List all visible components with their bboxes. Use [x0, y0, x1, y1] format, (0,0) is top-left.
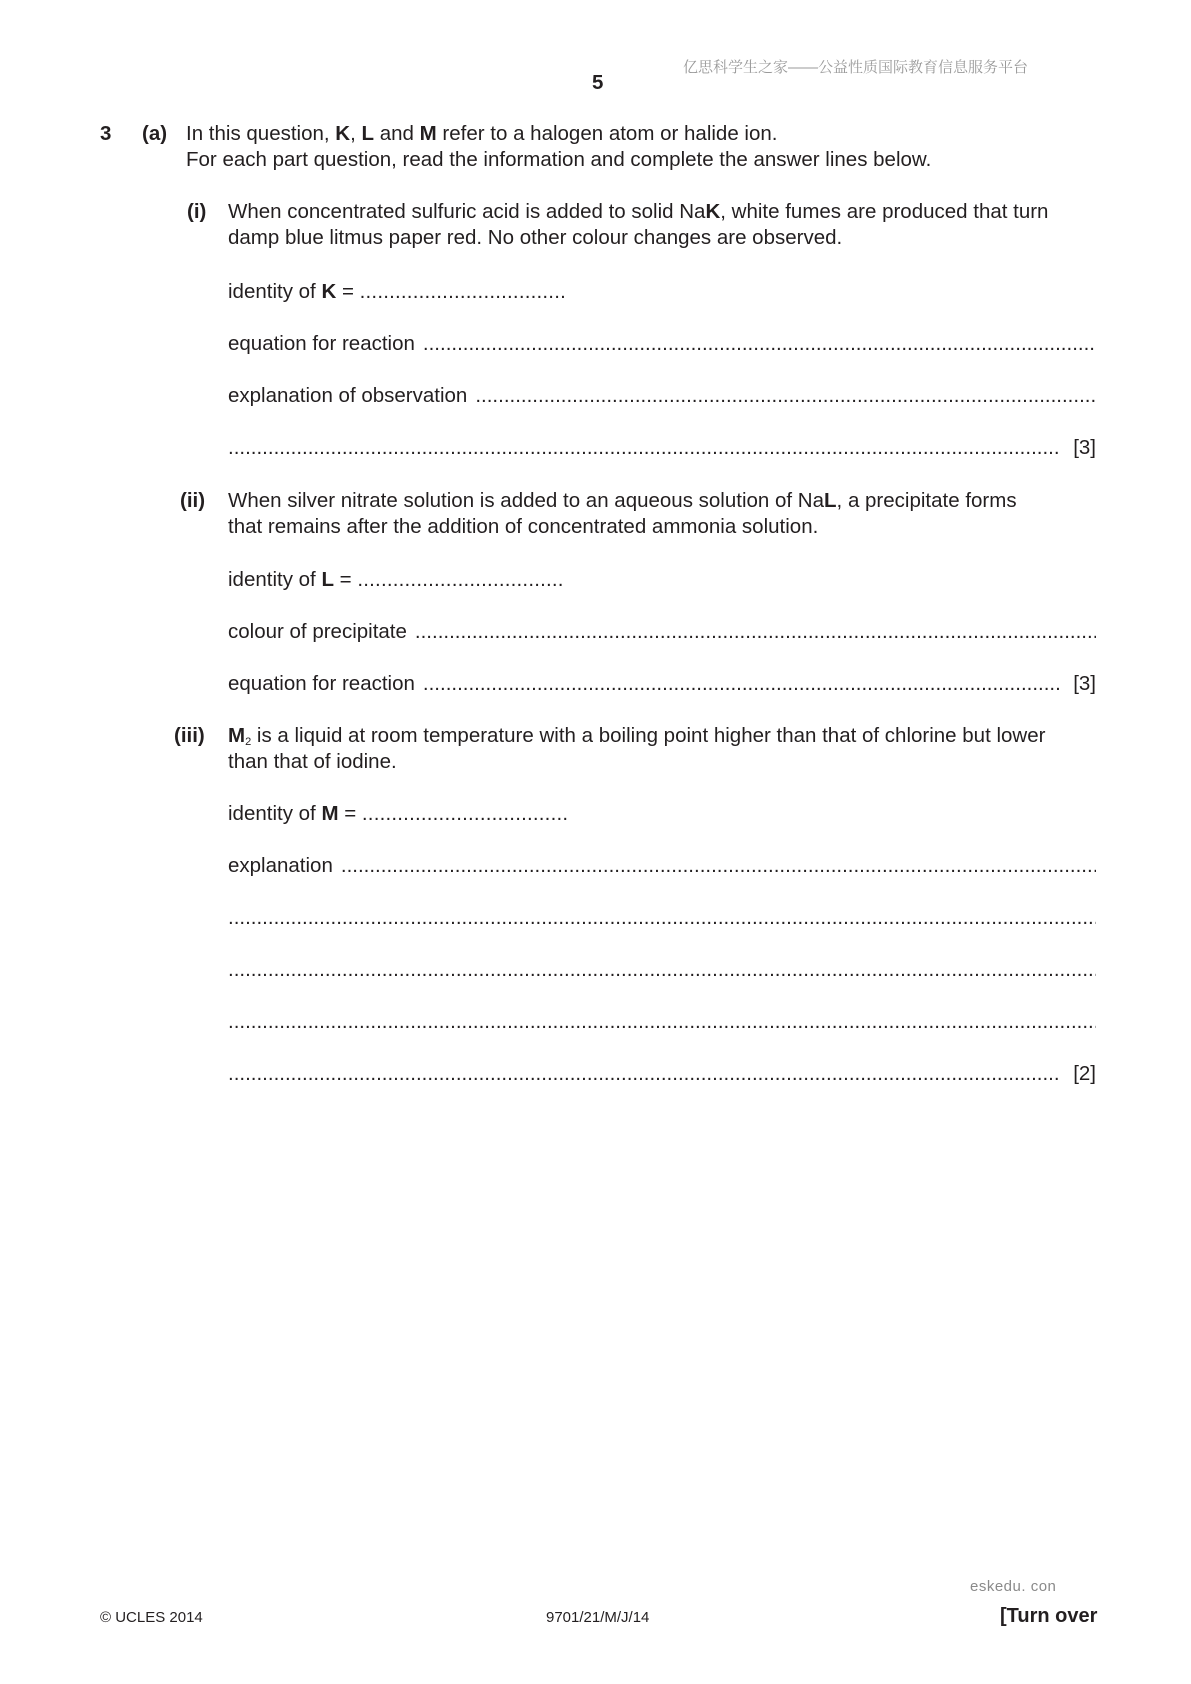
part-iii-identity-line[interactable]: identity of M = .....	[228, 801, 568, 827]
part-iii-answer-line-4[interactable]	[228, 1009, 1096, 1035]
footer-copyright: © UCLES 2014	[100, 1609, 203, 1626]
part-iii-marks: [2]	[1073, 1062, 1096, 1085]
part-iii-answer-line-3[interactable]	[228, 957, 1096, 983]
part-iii-answer-line-2[interactable]	[228, 905, 1096, 931]
part-i-label: (i)	[187, 200, 207, 223]
part-a-intro-line2: For each part question, read the information and complete the answer lines below.	[186, 148, 932, 171]
part-iii-label: (iii)	[174, 724, 205, 747]
part-i-text-line1: When concentrated sulfuric acid is added to solid NaK, white fumes are produced that turn	[228, 200, 1049, 223]
question-number: 3	[100, 122, 112, 145]
part-i-explanation-line[interactable]: explanation of observation .....	[228, 383, 1096, 409]
part-ii-equation-line[interactable]: equation for reaction ..... [3]	[228, 671, 1096, 697]
part-i-identity-line[interactable]: identity of K = .....	[228, 279, 566, 305]
part-a-intro-line1: In this question, K, L and M refer to a halogen atom or halide ion.	[186, 122, 778, 145]
footer-paper-code: 9701/21/M/J/14	[546, 1609, 650, 1626]
footer-site-text: eskedu. con	[970, 1578, 1057, 1595]
part-i-equation-line[interactable]: equation for reaction .....	[228, 331, 1096, 357]
part-iii-text-line2: than that of iodine.	[228, 750, 397, 773]
part-i-text-line2: damp blue litmus paper red. No other colour changes are observed.	[228, 226, 843, 249]
watermark-text: 亿思科学生之家——公益性质国际教育信息服务平台	[683, 59, 1029, 76]
part-ii-text-line1: When silver nitrate solution is added to an aqueous solution of NaL, a precipitate forms	[228, 489, 1017, 512]
part-ii-label: (ii)	[180, 489, 206, 512]
part-i-explanation-line-2[interactable]	[228, 435, 1096, 461]
part-ii-colour-line[interactable]: colour of precipitate .....	[228, 619, 1096, 645]
part-ii-text-line2: that remains after the addition of concentrated ammonia solution.	[228, 515, 819, 538]
page-number: 5	[592, 71, 604, 94]
part-iii-explanation-line[interactable]: explanation .....	[228, 853, 1096, 879]
part-ii-marks: [3]	[1073, 672, 1096, 695]
part-iii-answer-line-5[interactable]	[228, 1061, 1096, 1087]
part-iii-text-line1: $M_2$ is a liquid at room temperature with a boiling point higher than that of chlorine but lower	[228, 724, 1046, 748]
part-a-label: (a)	[142, 122, 168, 145]
part-ii-identity-line[interactable]: identity of L = .....	[228, 567, 564, 593]
part-i-marks: [3]	[1073, 436, 1096, 459]
turn-over-label: [Turn over	[1000, 1605, 1098, 1627]
